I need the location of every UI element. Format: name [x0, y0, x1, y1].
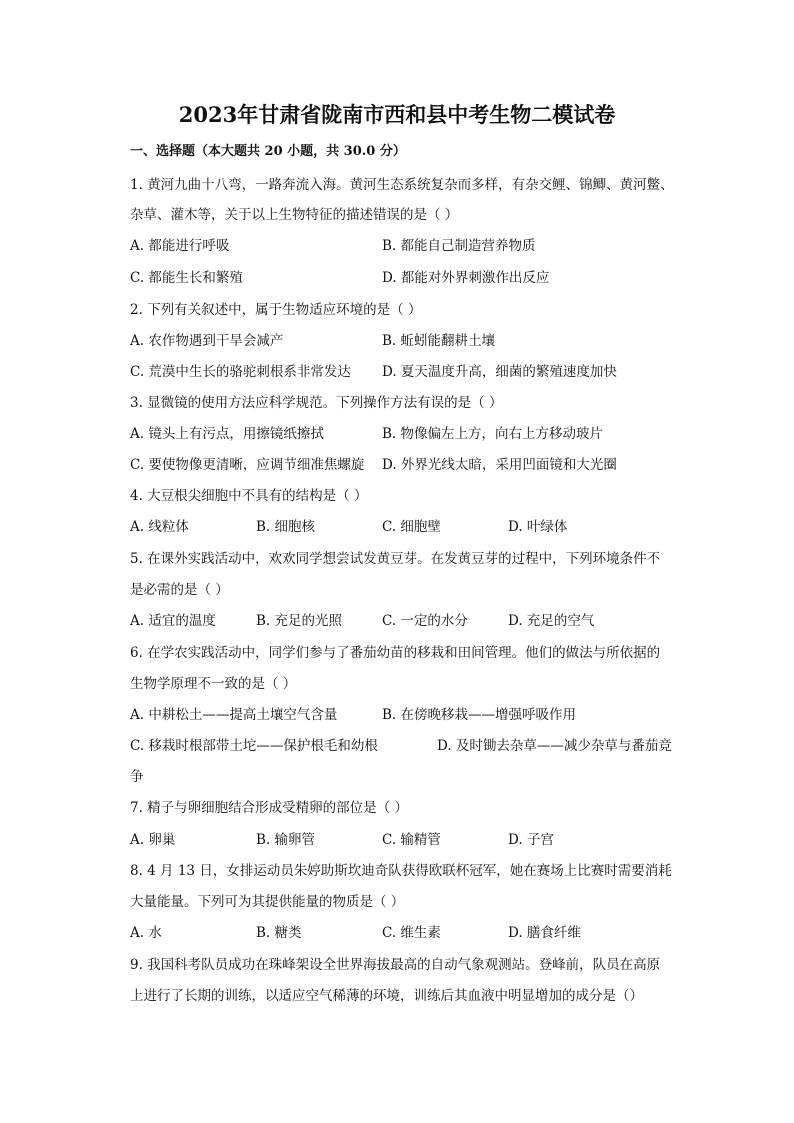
section-heading: 一、选择题（本大题共 20 小题，共 30.0 分） [130, 144, 406, 159]
question-2-options-row-2 [0, 362, 794, 382]
question-6-option-d-continuation: 争 [130, 769, 144, 785]
question-8-stem-line-2: 大量能量。下列可为其提供能量的物质是（ ） [130, 894, 405, 910]
question-4-option-a: A. 线粒体 [130, 519, 189, 535]
question-1-option-b: B. 都能自己制造营养物质 [382, 238, 536, 254]
question-6-option-b: B. 在傍晚移栽——增强呼吸作用 [382, 707, 577, 723]
exam-title: 2023年甘肃省陇南市西和县中考生物二模试卷 [178, 102, 616, 127]
question-1-option-a: A. 都能进行呼吸 [130, 238, 230, 254]
question-4-option-d: D. 叶绿体 [508, 519, 568, 535]
question-2-option-b: B. 蚯蚓能翻耕土壤 [382, 333, 496, 349]
question-9-stem-line-2: 上进行了长期的训练，以适应空气稀薄的环境，训练后其血液中明显增加的成分是（） [130, 988, 643, 1004]
question-6-option-d: D. 及时锄去杂草——减少杂草与番茄竞 [437, 738, 672, 754]
question-5-option-a: A. 适宜的温度 [130, 613, 216, 629]
question-7-option-a: A. 卵巢 [130, 832, 176, 848]
question-7-option-b: B. 输卵管 [256, 832, 316, 848]
question-8-stem-line-1: 8. 4 月 13 日，女排运动员朱婷助斯坎迪奇队获得欧联杯冠军，她在赛场上比赛时需要消耗 [130, 863, 672, 879]
question-4-options-row [0, 517, 794, 537]
question-3-option-b: B. 物像偏左上方，向右上方移动玻片 [382, 426, 604, 442]
question-1-option-c: C. 都能生长和繁殖 [130, 270, 243, 286]
question-3-options-row-1 [0, 424, 794, 444]
question-3-stem: 3. 显微镜的使用方法应科学规范。下列操作方法有误的是（ ） [130, 395, 503, 411]
question-6-stem-line-2: 生物学原理不一致的是（ ） [130, 676, 297, 692]
question-5-stem-line-2: 是必需的是（ ） [130, 582, 229, 598]
question-3-options-row-2 [0, 455, 794, 475]
question-3-option-a: A. 镜头上有污点，用擦镜纸擦拭 [130, 426, 324, 442]
question-6-option-c: C. 移栽时根部带土坨——保护根毛和幼根 [130, 738, 378, 754]
question-3-option-c: C. 要使物像更清晰，应调节细准焦螺旋 [130, 457, 365, 473]
question-2-option-c: C. 荒漠中生长的骆驼刺根系非常发达 [130, 364, 351, 380]
question-8-option-c: C. 维生素 [382, 925, 441, 941]
question-8-option-a: A. 水 [130, 925, 162, 941]
question-6-options-row-2 [0, 736, 794, 756]
question-7-stem: 7. 精子与卵细胞结合形成受精卵的部位是（ ） [130, 800, 408, 816]
question-5-stem-line-1: 5. 在课外实践活动中，欢欢同学想尝试发黄豆芽。在发黄豆芽的过程中，下列环境条件不 [130, 551, 661, 567]
question-2-option-d: D. 夏天温度升高，细菌的繁殖速度加快 [382, 364, 617, 380]
question-5-option-c: C. 一定的水分 [382, 613, 468, 629]
question-7-option-d: D. 子宫 [508, 832, 554, 848]
question-1-option-d: D. 都能对外界刺激作出反应 [382, 270, 550, 286]
question-3-option-d: D. 外界光线太暗，采用凹面镜和大光圈 [382, 457, 617, 473]
question-6-option-a: A. 中耕松土——提高土壤空气含量 [130, 707, 338, 723]
question-8-option-d: D. 膳食纤维 [508, 925, 581, 941]
question-7-options-row [0, 830, 794, 850]
question-6-options-row-1 [0, 705, 794, 725]
question-6-stem-line-1: 6. 在学农实践活动中，同学们参与了番茄幼苗的移栽和田间管理。他们的做法与所依据的 [130, 645, 661, 661]
question-9-stem-line-1: 9. 我国科考队员成功在珠峰架设全世界海拔最高的自动气象观测站。登峰前，队员在高原 [130, 957, 661, 973]
question-1-options-row-2 [0, 268, 794, 288]
question-1-stem-line-2: 杂草、灌木等，关于以上生物特征的描述错误的是（ ） [130, 207, 459, 223]
question-5-options-row [0, 611, 794, 631]
question-4-stem: 4. 大豆根尖细胞中不具有的结构是（ ） [130, 488, 368, 504]
question-4-option-c: C. 细胞壁 [382, 519, 441, 535]
question-2-options-row-1 [0, 331, 794, 351]
question-8-options-row [0, 923, 794, 943]
question-2-stem: 2. 下列有关叙述中，属于生物适应环境的是（ ） [130, 302, 422, 318]
question-4-option-b: B. 细胞核 [256, 519, 316, 535]
question-5-option-b: B. 充足的光照 [256, 613, 343, 629]
question-7-option-c: C. 输精管 [382, 832, 441, 848]
question-1-options-row-1 [0, 236, 794, 256]
question-1-stem-line-1: 1. 黄河九曲十八弯，一路奔流入海。黄河生态系统复杂而多样，有杂交鲤、锦鲫、黄河鳖、 [130, 177, 674, 193]
question-2-option-a: A. 农作物遇到干旱会减产 [130, 333, 284, 349]
question-5-option-d: D. 充足的空气 [508, 613, 595, 629]
question-8-option-b: B. 糖类 [256, 925, 302, 941]
